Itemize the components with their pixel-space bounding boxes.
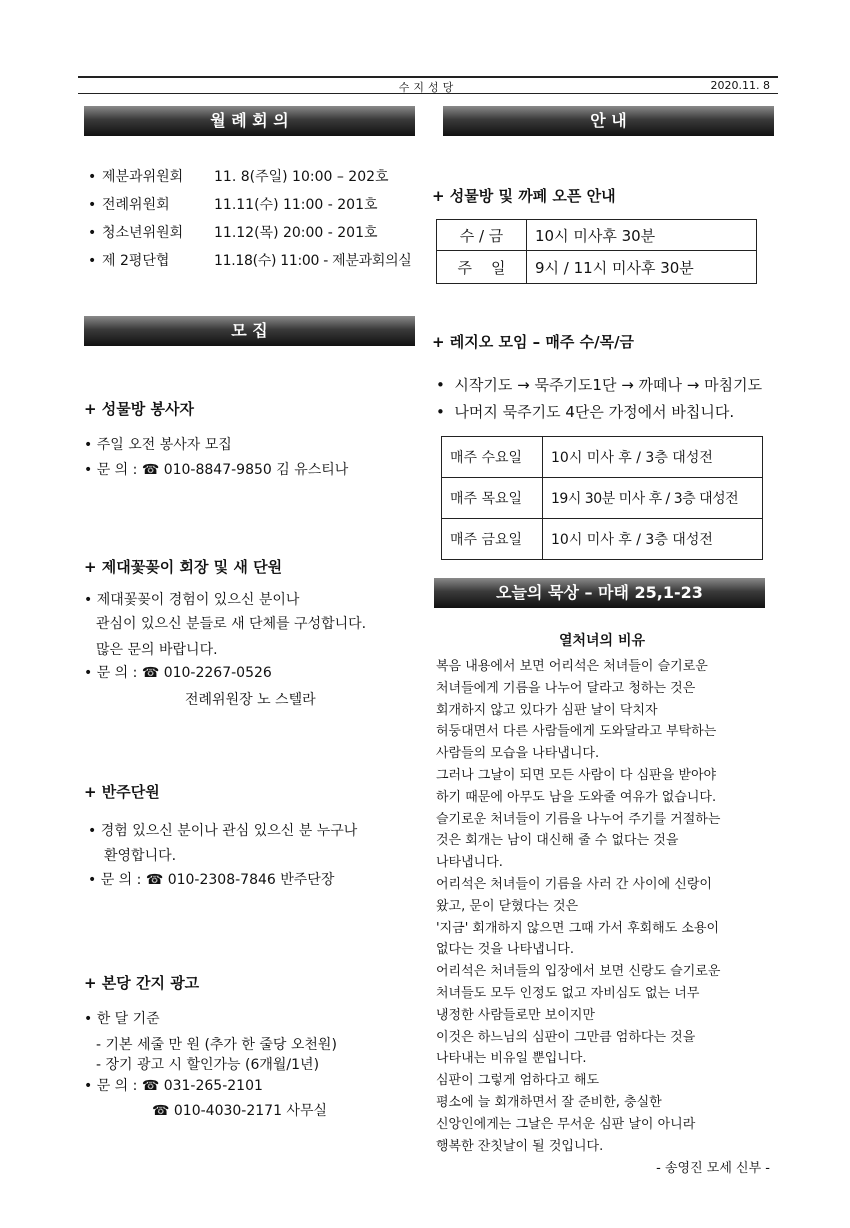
meditation-line: 복음 내용에서 보면 어리석은 처녀들이 슬기로운 (436, 659, 708, 674)
shop-cafe-title: + 성물방 및 까페 오픈 안내 (432, 187, 616, 205)
legio-title: + 레지오 모임 – 매주 수/목/금 (432, 333, 635, 351)
meditation-line: 어리석은 처녀들의 입장에서 보면 신랑도 슬기로운 (436, 964, 721, 980)
altar-flower-contact-name: 전례위원장 노 스텔라 (185, 692, 316, 708)
table-cell: 10시 미사후 30분 (527, 220, 757, 251)
meditation-line: 나타내는 비유일 뿐입니다. (436, 1051, 587, 1067)
meditation-line: 처녀들도 모두 인정도 없고 자비심도 없는 너무 (436, 985, 700, 1001)
meditation-line: 평소에 늘 회개하면서 잘 준비한, 충실한 (436, 1094, 662, 1110)
notice-banner: 안 내 (443, 106, 774, 136)
table-cell: 수 / 금 (437, 220, 527, 251)
table-row (442, 478, 763, 519)
meditation-title: 열처녀의 비유 (558, 633, 646, 649)
meditation-line: 행복한 잔칫날이 될 것입니다. (436, 1138, 604, 1154)
altar-flower-line: • 제대꽃꽂이 경험이 있으신 분이나 (84, 592, 300, 608)
list-item: • 전례위원회 11.11(수) 11:00 - 201호 (88, 197, 378, 213)
table-row (437, 251, 757, 284)
accompanist-line: • 경험 있으신 분이나 관심 있으신 분 누구나 (88, 823, 358, 839)
ad-line: • 한 달 기준 (84, 1011, 160, 1027)
table-cell: 10시 미사 후 / 3층 대성전 (543, 437, 763, 478)
altar-flower-title: + 제대꽃꽂이 회장 및 새 단원 (84, 558, 283, 576)
shop-volunteer-contact: • 문 의 : ☎ 010-8847-9850 김 유스티나 (84, 462, 349, 478)
accompanist-title: + 반주단원 (84, 783, 160, 801)
meditation-line: 허둥대면서 다른 사람들에게 도와달라고 부탁하는 (436, 724, 717, 740)
meditation-line: 어리석은 처녀들이 기름을 사러 간 사이에 신랑이 (436, 876, 712, 892)
table-cell: 매주 수요일 (442, 437, 543, 478)
ad-title: + 본당 간지 광고 (84, 974, 200, 992)
ad-line: - 장기 광고 시 할인가능 (6개월/1년) (96, 1057, 320, 1073)
table-cell: 10시 미사 후 / 3층 대성전 (543, 519, 763, 560)
table-cell: 19시 30분 미사 후 / 3층 대성전 (543, 478, 763, 519)
list-item: • 청소년위원회 11.12(목) 20:00 - 201호 (88, 225, 378, 241)
meditation-line: 왔고, 문이 닫혔다는 것은 (436, 898, 579, 914)
issue-date: 2020.11. 8 (710, 79, 770, 92)
table-cell: 매주 목요일 (442, 478, 543, 519)
altar-flower-line: 관심이 있으신 분들로 새 단체를 구성합니다. (96, 616, 367, 632)
table-row (442, 437, 763, 478)
meditation-signature: - 송영진 모세 신부 - (656, 1161, 770, 1176)
shop-volunteer-title: + 성물방 봉사자 (84, 400, 194, 418)
list-item: • 제 2평단협 11.18(수) 11:00 - 제분과회의실 (88, 253, 412, 269)
table-cell: 주 일 (437, 251, 527, 284)
meditation-line: 것은 회개는 남이 대신해 줄 수 없다는 것을 (436, 833, 679, 849)
table-cell: 9시 / 11시 미사후 30분 (527, 251, 757, 284)
meditation-line: 사람들의 모습을 나타냅니다. (436, 746, 600, 762)
meditation-line: 신앙인에게는 그날은 무서운 심판 날이 아니라 (436, 1116, 696, 1132)
meditation-line: 없다는 것을 나타냅니다. (436, 942, 574, 958)
meditation-line: 냉정한 사람들로만 보이지만 (436, 1007, 595, 1023)
page-header (78, 76, 778, 94)
table-cell: 매주 금요일 (442, 519, 543, 560)
table-row (442, 519, 763, 560)
meditation-line: 나타냅니다. (436, 855, 503, 871)
altar-flower-line: 많은 문의 바랍니다. (96, 642, 218, 658)
table-row (437, 220, 757, 251)
meditation-body (436, 656, 776, 1157)
monthly-meeting-banner: 월 례 회 의 (84, 106, 415, 136)
meditation-line: 이것은 하느님의 심판이 그만큼 엄하다는 것을 (436, 1029, 696, 1045)
meditation-line: '지금' 회개하지 않으면 그때 가서 후회해도 소용이 (436, 920, 720, 936)
ad-contact: • 문 의 : ☎ 031-265-2101 (84, 1078, 263, 1094)
legio-schedule-table (441, 436, 763, 560)
accompanist-contact: • 문 의 : ☎ 010-2308-7846 반주단장 (88, 872, 335, 888)
meditation-banner: 오늘의 묵상 – 마태 25,1-23 (434, 578, 765, 608)
legio-bullet: • 시작기도 → 묵주기도1단 → 까떼나 → 마침기도 (436, 376, 763, 394)
meditation-line: 슬기로운 처녀들이 기름을 나누어 주기를 거절하는 (436, 811, 721, 827)
parish-name: 수지성당 (398, 81, 458, 94)
altar-flower-contact: • 문 의 : ☎ 010-2267-0526 (84, 665, 272, 681)
shop-volunteer-line: • 주일 오전 봉사자 모집 (84, 437, 232, 453)
ad-contact-office: ☎ 010-4030-2171 사무실 (152, 1103, 327, 1119)
recruit-banner: 모 집 (84, 316, 415, 346)
shop-hours-table (436, 219, 757, 284)
legio-bullet: • 나머지 묵주기도 4단은 가정에서 바칩니다. (436, 403, 735, 421)
monthly-meeting-list (88, 163, 412, 275)
ad-line: - 기본 세줄 만 원 (추가 한 줄당 오천원) (96, 1037, 337, 1053)
meditation-line: 하기 때문에 아무도 남을 도와줄 여유가 없습니다. (436, 789, 717, 805)
meditation-line: 처녀들에게 기름을 나누어 달라고 청하는 것은 (436, 680, 696, 696)
meditation-line: 심판이 그렇게 엄하다고 해도 (436, 1073, 600, 1089)
meditation-line: 그러나 그날이 되면 모든 사람이 다 심판을 받아야 (436, 767, 717, 783)
accompanist-line: 환영합니다. (104, 848, 177, 864)
list-item: • 제분과위원회 11. 8(주일) 10:00 – 202호 (88, 169, 389, 185)
meditation-line: 회개하지 않고 있다가 심판 날이 닥치자 (436, 702, 658, 718)
